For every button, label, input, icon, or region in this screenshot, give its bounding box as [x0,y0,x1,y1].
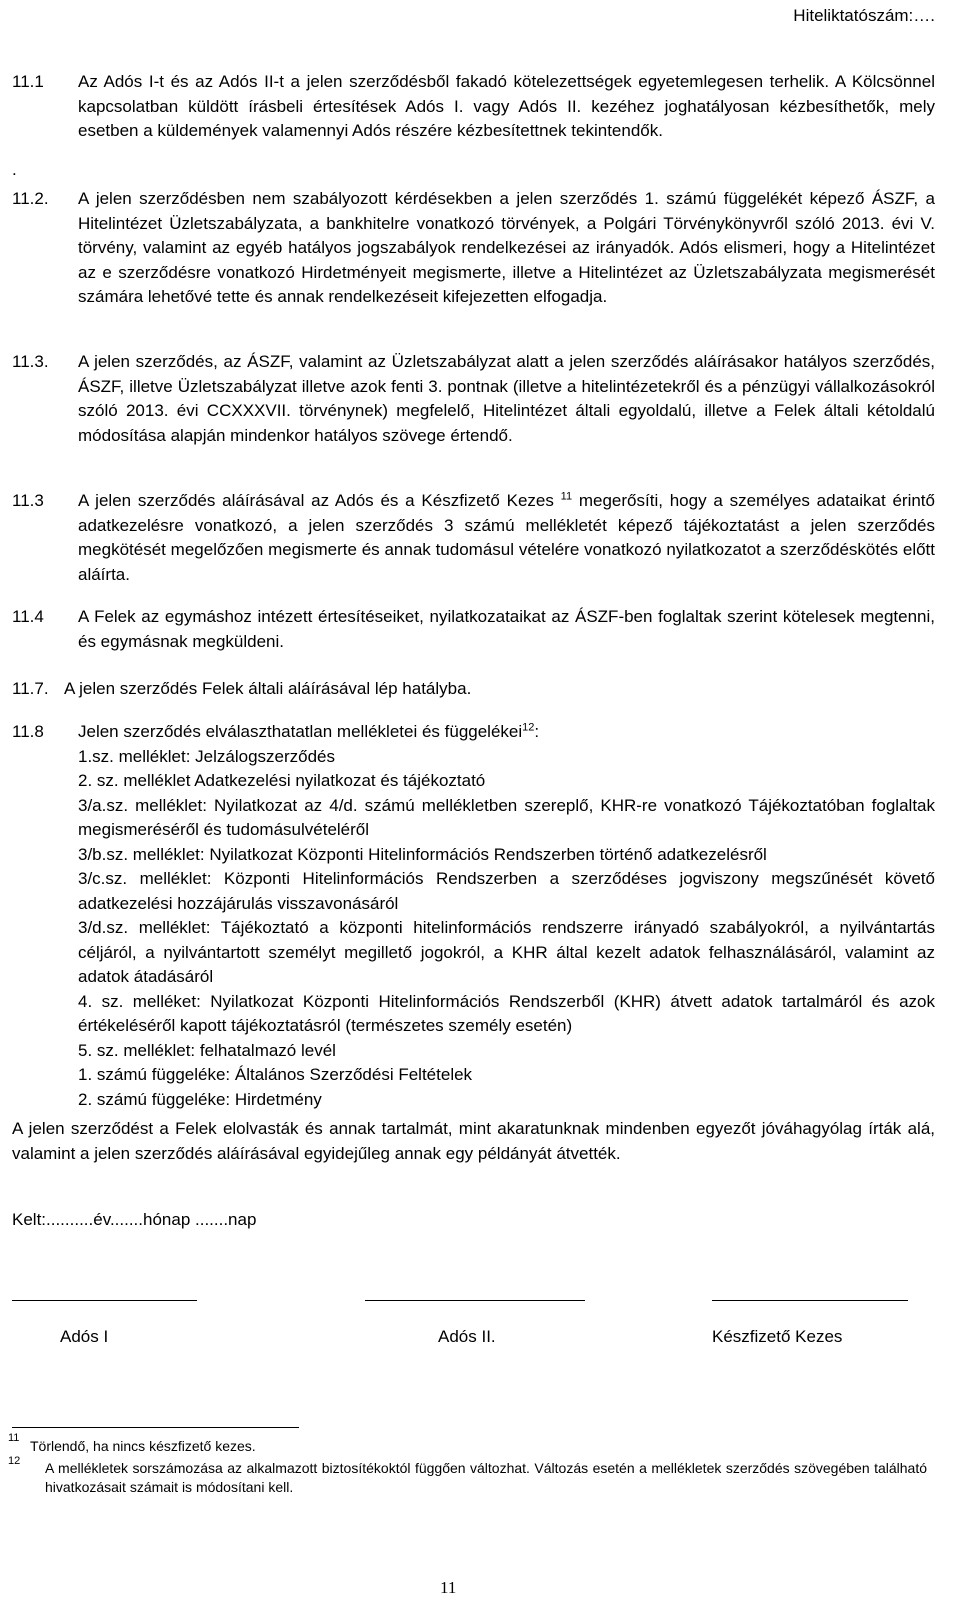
annex-item: 4. sz. melléket: Nyilatkozat Központi Hitelinformációs Rendszerből (KHR) átvett adatok tartalmáról és azok értékeléséről kapott tájékoztatásról (természetes személy esetén) [78,991,935,1035]
annex-item: 1.sz. melléklet: Jelzálogszerződés [78,746,336,766]
footnote-text-11: Törlendő, ha nincs készfizető kezes. [30,1438,256,1454]
footnote-separator [12,1427,299,1428]
section-number-11-1: 11.1 [12,72,44,91]
closing-paragraph: A jelen szerződést a Felek elolvasták és annak tartalmát, mint akaratunknak mindenben egyezőt jóváhagyólag írták alá, valamint a jelen szerződés aláírásával egyidejűleg annak egy példányát átvették. [12,1119,935,1163]
signature-label-adós-1: Adós I [60,1327,109,1346]
annex-item: 2. számú függeléke: Hirdetmény [78,1089,322,1109]
section-text-11-3b-a: A jelen szerződés aláírásával az Adós és a Készfizető Kezes [78,491,554,510]
annex-item: 2. sz. melléklet Adatkezelési nyilatkozat és tájékoztató [78,771,486,790]
section-text-11-2: A jelen szerződésben nem szabályozott kérdésekben a jelen szerződés 1. számú függelékét képező ÁSZF, a Hitelintézet Üzletszabályzata, a bankhitelre vonatkozó törvények, a Polgári Törvénykönyvről szóló 2013. évi V. törvény, valamint az egyéb hatályos jogszabályok rendelkezései az irányadók. Adós elismeri, hogy a Hitelintézet az e szerződésre vonatkozó Hirdetményeit megismerte, illetve a Hitelintézet az Üzletszabályzata megismerését számára lehetővé tette és annak rendelkezéseit kifejezetten elfogadja. [78,189,935,306]
footnote-ref-12: 12 [522,721,535,734]
annex-item: 3/a.sz. melléklet: Nyilatkozat az 4/d. számú mellékletben szereplő, KHR-re vonatkozó Tájékoztatóban foglaltak megismeréséről és tudomásulvételéről [78,795,935,839]
section-number-11-8: 11.8 [12,722,44,741]
annex-item: 3/d.sz. melléklet: Tájékoztató a központi hitelinformációs rendszerre irányadó szabályokról, a nyilvántartás céljáról, a nyilvántartott személyt megillető jogokról, a KHR által kezelt adatok felhasználásáról, valamint az adatok átadásáról [78,918,935,986]
annex-intro [78,720,935,745]
signature-label-adós-2: Adós II. [438,1327,496,1346]
page-number: 11 [440,1578,457,1597]
section-text-11-3: A jelen szerződés, az ÁSZF, valamint az Üzletszabályzat alatt a jelen szerződés aláírásakor hatályos szerződés, ÁSZF, illetve Üzletszabályzat illetve azok fenti 3. pontnak (illetve a hitelintézetekről és a pénzügyi vállalkozásokról szóló 2013. évi CCXXXVII. törvénynek) megfelelő, Hitelintézet általi egyoldalú, illetve a Felek általi kétoldalú módosítása alapján mindenkor hatályos szövege értendő. [78,352,935,445]
section-text-11-1: Az Adós I-t és az Adós II-t a jelen szerződésből fakadó kötelezettségek egyetemlegesen terhelik. A Kölcsönnel kapcsolatban küldött írásbeli értesítések Adós I. vagy Adós II. kezéhez joghatályosan kézbesíthetők, mely esetben a küldemények valamennyi Adós részére kézbesítettnek tekintendők. [78,72,935,140]
section-number-11-3b: 11.3 [12,491,44,510]
annex-item: 3/c.sz. melléklet: Központi Hitelinformációs Rendszerben a szerződéses jogviszony megszűnését követő adatkezelési hozzájárulás visszavonásáról [78,869,935,913]
footnote-text-12: A mellékletek sorszámozása az alkalmazott biztosítékoktól függően változhat. Változás esetén a mellékletek szerződés szövegében található hivatkozásait számait is módosítani kell. [45,1460,927,1495]
date-line: Kelt:..........év.......hónap .......nap [12,1210,257,1229]
section-number-11-7: 11.7. [12,679,49,698]
signature-line-3 [712,1300,908,1301]
footnote-number-11: 11 [8,1432,20,1444]
annex-item: 5. sz. melléklet: felhatalmazó levél [78,1040,336,1060]
section-text-11-3b [78,489,935,587]
signature-line-2 [365,1300,585,1301]
section-text-11-4: A Felek az egymáshoz intézett értesítéseiket, nyilatkozataikat az ÁSZF-ben foglaltak szerint kötelesek megtenni, és egymásnak megküldeni. [78,607,935,651]
annex-item: 3/b.sz. melléklet: Nyilatkozat Központi Hitelinformációs Rendszerben történő adatkezelésről [78,844,767,864]
section-number-11-2: 11.2. [12,189,49,208]
annex-list [78,720,935,1112]
annex-intro-text: Jelen szerződés elválaszthatatlan mellékletei és függelékei [78,722,523,741]
section-text-11-3b-b: megerősíti, hogy a személyes adataikat érintő adatkezelésre vonatkozó, a jelen szerződés 3 számú mellékletét képező tájékoztatást a jelen szerződés megkötését megelőzően megismerte és annak tudomásul vételére vonatkozó nyilatkozatot a szerződéskötés előtt aláírta. [78,491,935,584]
section-number-11-4: 11.4 [12,607,44,626]
annex-item: 1. számú függeléke: Általános Szerződési Feltételek [78,1065,473,1084]
section-number-11-3: 11.3. [12,352,49,371]
section-text-11-7: A jelen szerződés Felek általi aláírásával lép hatályba. [64,679,472,698]
annex-intro-colon: : [534,722,540,741]
stray-dot: . [12,160,17,179]
page-header: Hiteliktatószám:…. [793,6,935,25]
signature-label-kezes: Készfizető Kezes [712,1327,843,1346]
footnote-number-12: 12 [8,1455,21,1467]
signature-line-1 [12,1300,197,1301]
footnote-ref-11: 11 [560,490,573,503]
